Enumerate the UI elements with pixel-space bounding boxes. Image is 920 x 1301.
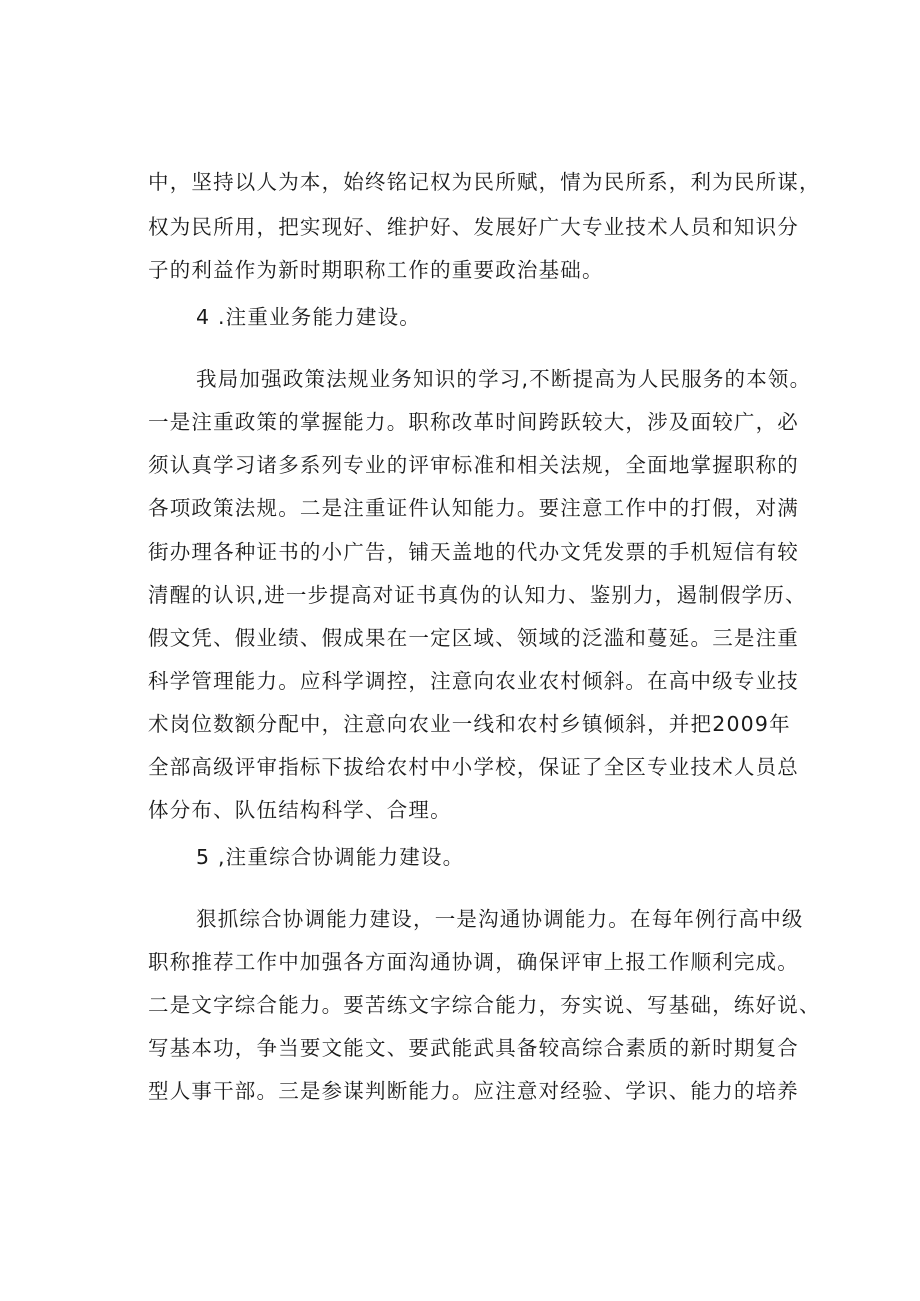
paragraph-2-line: 我局加强政策法规业务知识的学习,不断提高为人民服务的本领。 [196, 367, 812, 391]
paragraph-2-line: 全部高级评审指标下拔给农村中小学校，保证了全区专业技术人员总 [148, 755, 799, 779]
paragraph-3-line: 职称推荐工作中加强各方面沟通协调，确保评审上报工作顺利完成。 [148, 950, 799, 974]
paragraph-1-line: 中，坚持以人为本，始终铭记权为民所赋，情为民所系，利为民所谋， [148, 170, 821, 194]
paragraph-2-line: 术岗位数额分配中，注意向农业一线和农村乡镇倾斜，并把2009年 [148, 712, 791, 736]
paragraph-1-line: 权为民所用，把实现好、维护好、发展好广大专业技术人员和知识分 [148, 215, 799, 239]
paragraph-2-line: 假文凭、假业绩、假成果在一定区域、领域的泛滥和蔓延。三是注重 [148, 626, 799, 650]
paragraph-2-line: 科学管理能力。应科学调控，注意向农业农村倾斜。在高中级专业技 [148, 669, 799, 693]
paragraph-3-line: 狠抓综合协调能力建设，一是沟通协调能力。在每年例行高中级 [196, 907, 804, 931]
section-heading-5: 5 ,注重综合协调能力建设。 [196, 845, 465, 869]
paragraph-3-line: 型人事干部。三是参谋判断能力。应注意对经验、学识、能力的培养 [148, 1079, 799, 1103]
paragraph-1-line: 子的利益作为新时期职称工作的重要政治基础。 [148, 258, 604, 282]
paragraph-3-line: 写基本功，争当要文能文、要武能武具备较高综合素质的新时期复合 [148, 1036, 799, 1060]
section-heading-4: 4 .注重业务能力建设。 [196, 305, 421, 329]
paragraph-2-line: 各项政策法规。二是注重证件认知能力。要注意工作中的打假，对满 [148, 496, 799, 520]
paragraph-2-line: 须认真学习诸多系列专业的评审标准和相关法规，全面地掌握职称的 [148, 453, 799, 477]
paragraph-2-line: 清醒的认识,进一步提高对证书真伪的认知力、鉴别力，遏制假学历、 [148, 583, 807, 607]
paragraph-2-line: 街办理各种证书的小广告，铺天盖地的代办文凭发票的手机短信有较 [148, 540, 799, 564]
paragraph-2-line: 一是注重政策的掌握能力。职称改革时间跨跃较大，涉及面较广，必 [148, 410, 799, 434]
paragraph-2-line: 体分布、队伍结构科学、合理。 [148, 798, 452, 822]
paragraph-3-line: 二是文字综合能力。要苦练文字综合能力，夯实说、写基础，练好说、 [148, 993, 821, 1017]
